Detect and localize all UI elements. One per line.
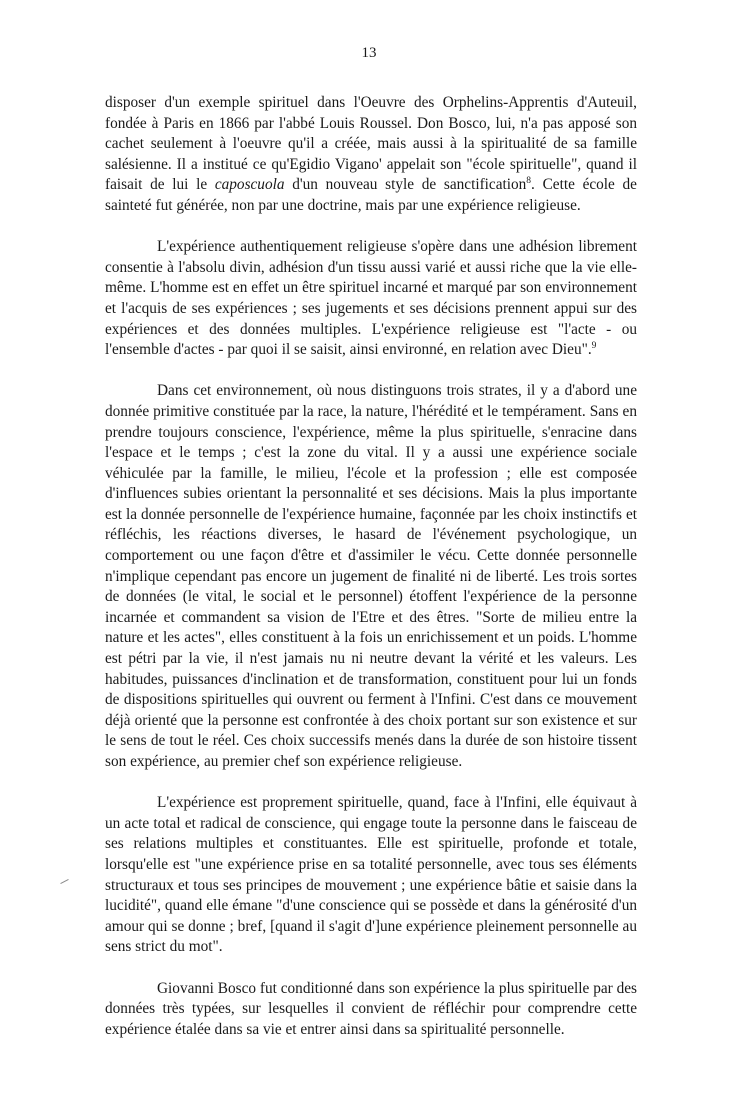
body-text (105, 93, 637, 1040)
footnote-reference-8: 8 (526, 176, 532, 187)
paragraph-1-text-c: . Cette école de sainteté fut générée, non par une doctrine, mais par une expérience religieuse. (105, 176, 637, 214)
paragraph-4: L'expérience est proprement spirituelle, quand, face à l'Infini, elle équivaut à un acte total et radical de conscience, qui engage toute la personne dans le faisceau de ses relations multiples et constituantes. Elle est spirituelle, profonde et totale, lorsqu'elle est "une expérience prise en sa totalité personnelle, avec tous ses éléments structuraux et tous ses principes de mouvement ; une expérience bâtie et saisie dans la lucidité", quand elle émane "d'une conscience qui se possède et dans la générosité d'un amour qui se donne ; bref, [quand il s'agit d']une expérience pleinement personnelle au sens strict du mot". (105, 794, 637, 956)
page-number: 13 (361, 45, 377, 61)
paragraph-2 (105, 237, 637, 361)
paragraph-1-text-b: d'un nouveau style de sanctification (284, 176, 527, 194)
paragraph-1 (105, 93, 637, 217)
margin-pen-mark (60, 879, 68, 884)
paragraph-2-text: L'expérience authentiquement religieuse s'opère dans une adhésion librement consentie à l'absolu divin, adhésion d'un tissu aussi varié et aussi riche que la vie elle-même. L'homme est en effet un être spirituel incarné et marqué par son environnement et l'acquis de ses expériences ; ses jugements et ses décisions prennent appui sur des expériences et des données multiples. L'expérience religieuse est "l'acte - ou l'ensemble d'actes - par quoi il se saisit, ainsi environné, en relation avec Dieu". (105, 238, 637, 359)
paragraph-5: Giovanni Bosco fut conditionné dans son expérience la plus spirituelle par des données très typées, sur lesquelles il convient de réfléchir pour comprendre cette expérience étalée dans sa vie et entrer ainsi dans sa spiritualité personnelle. (105, 979, 637, 1038)
paragraph-3: Dans cet environnement, où nous distinguons trois strates, il y a d'abord une donnée primitive constituée par la race, la nature, l'hérédité et le tempérament. Sans en prendre toujours conscience, l'expérience, même la plus spirituelle, s'enracine dans l'espace et le temps ; c'est la zone du vital. Il y a aussi une expérience sociale véhiculée par la famille, le milieu, l'école et la profession ; elle est composée d'influences subies orientant la personnalité et ses décisions. Mais la plus importante est la donnée personnelle de l'expérience humaine, façonnée par les choix instinctifs et réfléchis, les réactions diverses, le hasard de l'événement psychologique, un comportement ou une façon d'être et d'assimiler le vécu. Cette donnée personnelle n'implique cependant pas encore un jugement de finalité ni de liberté. Les trois sortes de données (le vital, le social et le personnel) étoffent l'expérience de la personne incarnée et commandent sa vision de l'Etre et des êtres. "Sorte de milieu entre la nature et les actes", elles constituent à la fois un enrichissement et un poids. L'homme est pétri par la vie, il n'est jamais nu ni neutre devant la vérité et les valeurs. Les habitudes, puissances d'inclination et de transformation, constituent pour lui un fonds de dispositions spirituelles qui ouvrent ou ferment à l'Infini. C'est dans ce mouvement déjà orienté que la personne est confrontée à des choix portant sur son existence et sur le sens de tout le réel. Ces choix successifs menés dans la durée de son histoire tissent son expérience, au premier chef son expérience religieuse. (105, 382, 637, 770)
footnote-reference-9: 9 (591, 341, 597, 352)
paragraph-1-text-a: disposer d'un exemple spirituel dans l'Oeuvre des Orphelins-Apprentis d'Auteuil, fondée à Paris en 1866 par l'abbé Louis Roussel. Don Bosco, lui, n'a pas apposé son cachet seulement à l'oeuvre qu'il a créée, mais aussi à la spiritualité de sa famille salésienne. Il a institué ce qu'Egidio Vigano' appelait son "école spirituelle", quand il faisait de lui le (105, 94, 637, 194)
italic-term: caposcuola (214, 176, 285, 194)
